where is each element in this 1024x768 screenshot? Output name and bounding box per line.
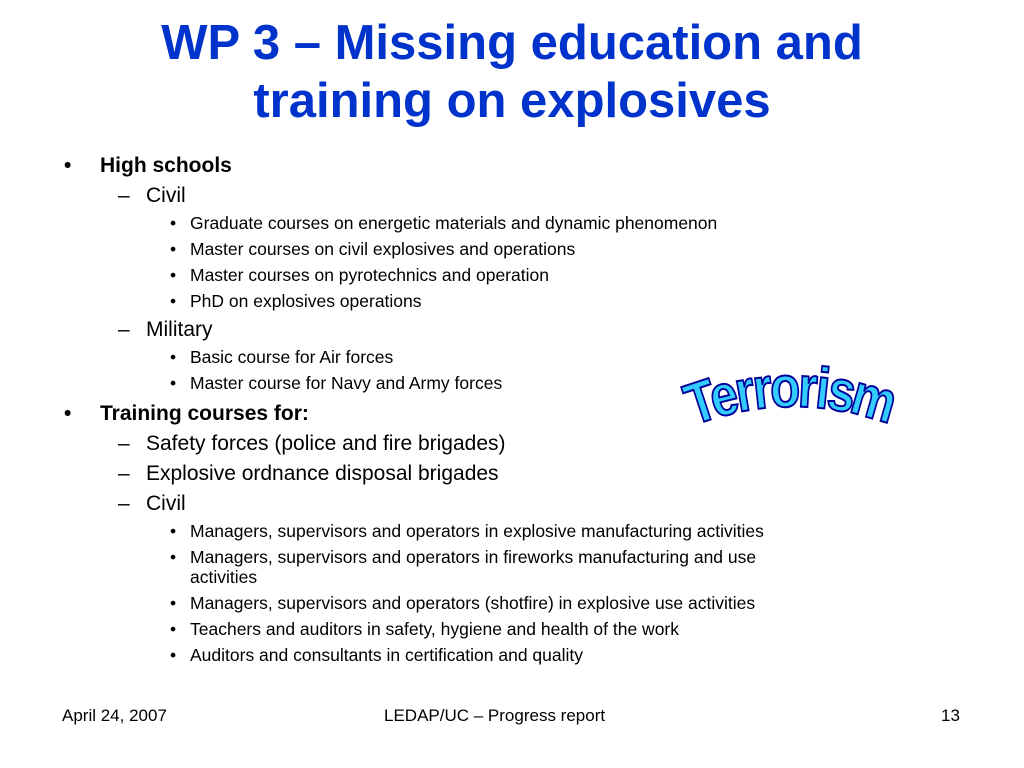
sub-bullet-marker: • <box>170 593 177 613</box>
list-item: Managers, supervisors and operators in explosive manufacturing activities <box>190 521 764 541</box>
footer-date: April 24, 2007 <box>62 706 167 725</box>
dash-marker: – <box>118 432 130 455</box>
list-item-continuation: activities <box>190 567 258 587</box>
list-item: Graduate courses on energetic materials and dynamic phenomenon <box>190 213 718 233</box>
wordart-text <box>676 354 912 439</box>
dash-marker: – <box>118 492 130 515</box>
sub-bullet-marker: • <box>170 521 177 541</box>
sub-bullet: Safety forces (police and fire brigades) <box>146 432 506 455</box>
list-item: Managers, supervisors and operators in fireworks manufacturing and use <box>190 547 757 567</box>
sub-bullet-marker: • <box>170 547 177 567</box>
sub-bullet-marker: • <box>170 619 177 639</box>
list-item: PhD on explosives operations <box>190 291 422 311</box>
bullet-marker: • <box>64 402 72 425</box>
dash-marker: – <box>118 318 130 341</box>
bullet-marker: • <box>64 154 72 177</box>
sub-bullet-military: Military <box>146 318 213 341</box>
list-item: Managers, supervisors and operators (shotfire) in explosive use activities <box>190 593 756 613</box>
list-item: Auditors and consultants in certification and quality <box>190 645 584 665</box>
sub-bullet-marker: • <box>170 373 177 393</box>
sub-bullet-marker: • <box>170 291 177 311</box>
sub-bullet: Civil <box>146 492 186 515</box>
list-item: Master courses on pyrotechnics and operation <box>190 265 549 285</box>
bullet-high-schools: High schools <box>100 154 232 177</box>
slide-number: 13 <box>941 706 960 725</box>
list-item: Master course for Navy and Army forces <box>190 373 503 393</box>
footer-title: LEDAP/UC – Progress report <box>384 706 606 725</box>
dash-marker: – <box>118 462 130 485</box>
list-item: Master courses on civil explosives and operations <box>190 239 576 259</box>
sub-bullet-marker: • <box>170 645 177 665</box>
slide-title-line-1: WP 3 – Missing education and <box>161 16 863 70</box>
list-item: Teachers and auditors in safety, hygiene and health of the work <box>190 619 680 639</box>
sub-bullet: Explosive ordnance disposal brigades <box>146 462 499 485</box>
sub-bullet-marker: • <box>170 265 177 285</box>
list-item: Basic course for Air forces <box>190 347 394 367</box>
dash-marker: – <box>118 184 130 207</box>
sub-bullet-marker: • <box>170 239 177 259</box>
slide-title-line-2: training on explosives <box>253 74 771 128</box>
bullet-training-courses: Training courses for: <box>100 402 309 425</box>
sub-bullet-marker: • <box>170 213 177 233</box>
sub-bullet-civil: Civil <box>146 184 186 207</box>
wordart-text-path: Terrorism <box>676 354 912 439</box>
terrorism-wordart-logo <box>668 336 918 448</box>
sub-bullet-marker: • <box>170 347 177 367</box>
